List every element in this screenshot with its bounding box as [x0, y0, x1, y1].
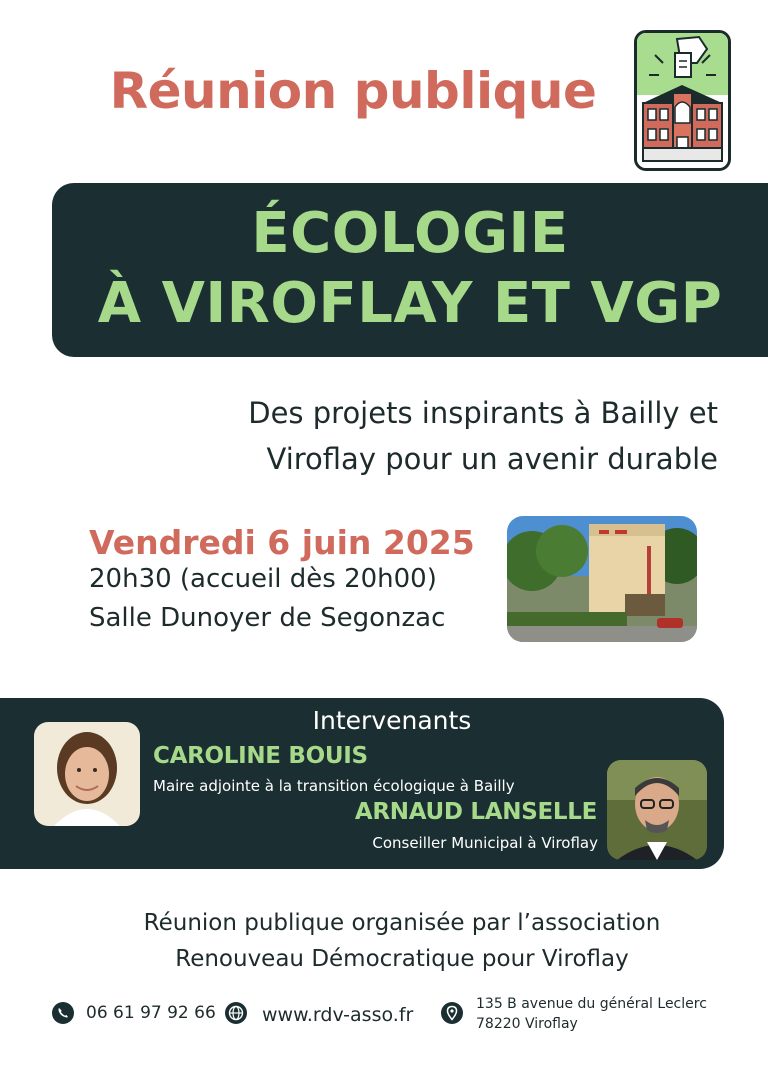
speakers-panel	[0, 698, 724, 869]
phone-number[interactable]: 06 61 97 92 66	[86, 1003, 216, 1023]
phone-icon	[52, 1002, 74, 1024]
page-title: Réunion publique	[109, 62, 597, 120]
organiser-text	[0, 905, 768, 977]
speaker-photo-caroline	[34, 722, 140, 826]
location-pin-icon	[441, 1002, 463, 1024]
speaker-1-role: Maire adjointe à la transition écologique à Bailly	[153, 777, 515, 795]
speaker-1-name: CAROLINE BOUIS	[153, 743, 368, 769]
globe-icon	[225, 1002, 247, 1024]
website-link[interactable]: www.rdv-asso.fr	[262, 1004, 414, 1026]
venue-photo	[507, 516, 697, 642]
event-date: Vendredi 6 juin 2025	[89, 523, 475, 562]
event-venue: Salle Dunoyer de Segonzac	[89, 603, 446, 633]
theme-line-1: ÉCOLOGIE	[251, 201, 569, 266]
speaker-2-name: ARNAUD LANSELLE	[354, 799, 597, 825]
speaker-2-role: Conseiller Municipal à Viroflay	[372, 834, 598, 852]
address-line-2: 78220 Viroflay	[476, 1016, 578, 1032]
address-line-1: 135 B avenue du général Leclerc	[476, 996, 707, 1012]
theme-line-2: À VIROFLAY ET VGP	[97, 271, 723, 336]
speakers-title: Intervenants	[312, 706, 472, 735]
organiser-line-1: Réunion publique organisée par l’association	[143, 910, 661, 936]
event-time: 20h30 (accueil dès 20h00)	[89, 564, 437, 594]
subtitle-line-2: Viroflay pour un avenir durable	[266, 442, 718, 476]
speaker-photo-arnaud	[607, 760, 707, 860]
subtitle	[248, 390, 718, 482]
theme-banner	[52, 183, 768, 357]
organiser-line-2: Renouveau Démocratique pour Viroflay	[175, 946, 629, 972]
town-hall-ballot-icon	[634, 30, 731, 171]
subtitle-line-1: Des projets inspirants à Bailly et	[248, 396, 718, 430]
